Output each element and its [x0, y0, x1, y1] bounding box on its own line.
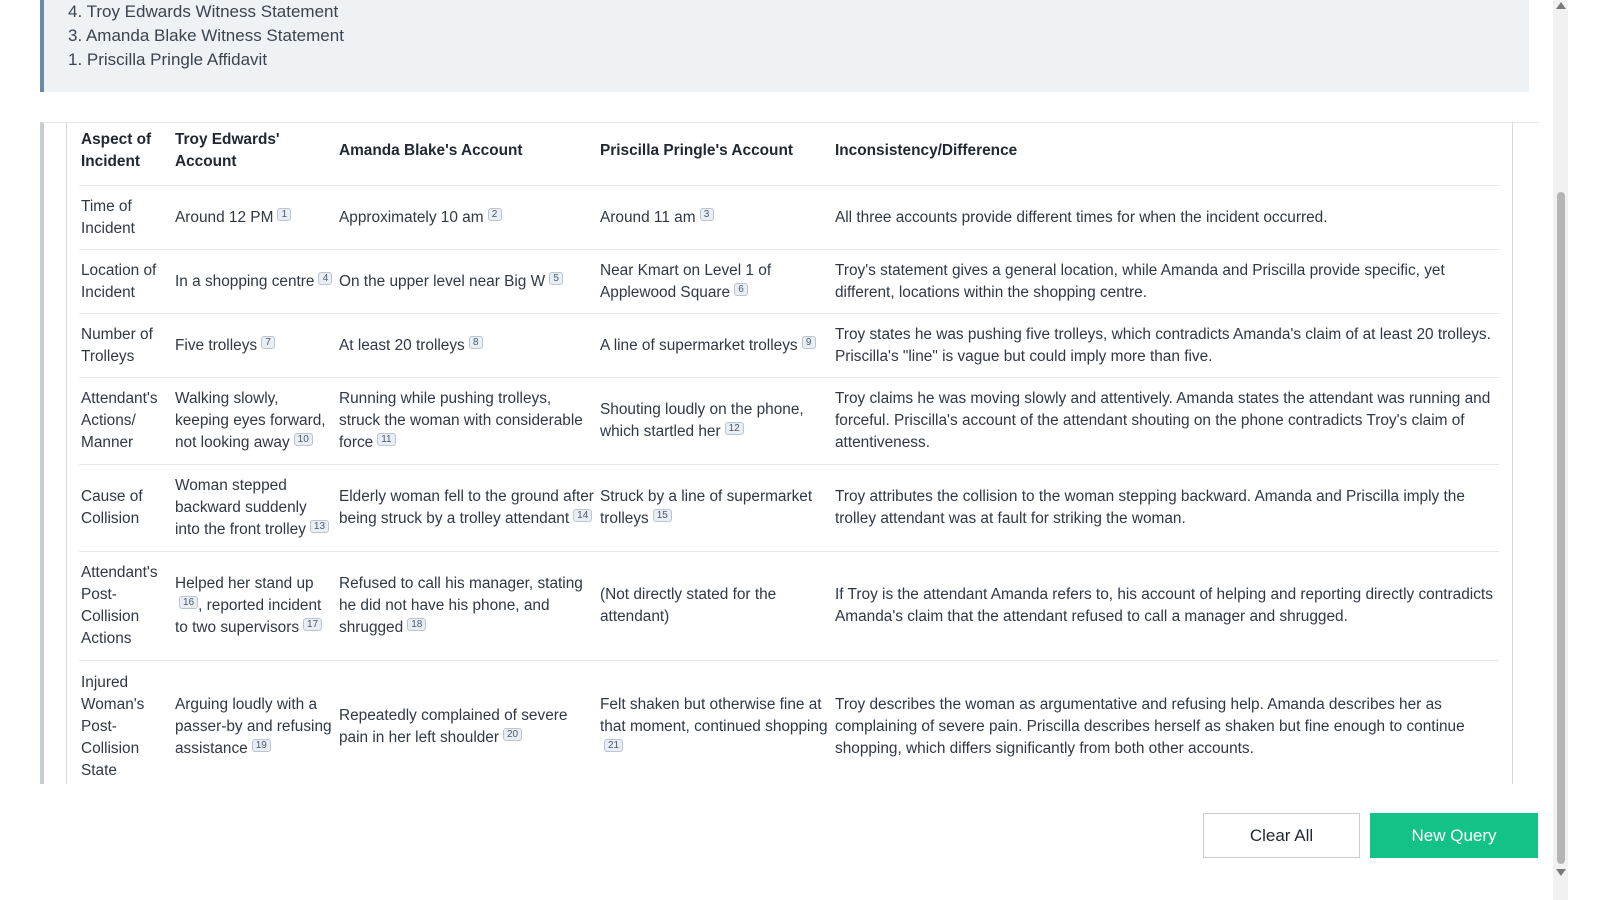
- cell-text: Location of Incident: [81, 261, 157, 301]
- aspect-cell: [79, 186, 173, 250]
- amanda-account-cell: [337, 661, 598, 785]
- cell-text: Five trolleys: [175, 336, 258, 354]
- cell-text: Attendant's Actions/ Manner: [81, 390, 158, 451]
- table-row: [79, 552, 1499, 661]
- priscilla-account-cell: [598, 250, 833, 314]
- table-row: [79, 186, 1499, 250]
- cell-text: Approximately 10 am: [339, 208, 484, 226]
- table-header-row: [79, 123, 1499, 186]
- table-row: [79, 314, 1499, 378]
- cell-text: Troy states he was pushing five trolleys, which contradicts Amanda's claim of at least 20 trolleys. Priscilla's "line" is vague but could imply more than five.: [835, 325, 1491, 365]
- cell-text: Around 12 PM: [175, 208, 274, 226]
- citation-badge[interactable]: 14: [573, 509, 592, 522]
- scrollbar-thumb[interactable]: [1557, 192, 1565, 864]
- cell-text: All three accounts provide different times for when the incident occurred.: [835, 208, 1328, 226]
- priscilla-account-cell: [598, 661, 833, 785]
- cell-text: Elderly woman fell to the ground after being struck by a trolley attendant: [339, 488, 594, 527]
- cell-text: Refused to call his manager, stating he did not have his phone, and shrugged: [339, 575, 583, 636]
- troy-account-cell: [173, 250, 337, 314]
- table-row: [79, 250, 1499, 314]
- troy-account-cell: [173, 378, 337, 465]
- aspect-cell: [79, 314, 173, 378]
- cell-text: On the upper level near Big W: [339, 272, 546, 290]
- citation-badge[interactable]: 7: [261, 336, 275, 349]
- amanda-account-cell: [337, 552, 598, 661]
- clear-all-button[interactable]: Clear All: [1203, 813, 1360, 858]
- column-header-aspect: Aspect of Incident: [79, 123, 173, 186]
- citation-badge[interactable]: 21: [604, 739, 623, 752]
- citation-badge[interactable]: 10: [294, 433, 313, 446]
- aspect-cell: [79, 552, 173, 661]
- difference-cell: [833, 465, 1499, 552]
- troy-account-cell: [173, 465, 337, 552]
- citation-badge[interactable]: 5: [549, 272, 563, 285]
- citation-badge[interactable]: 16: [179, 596, 198, 609]
- cell-text: A line of supermarket trolleys: [600, 336, 798, 354]
- priscilla-account-cell: [598, 186, 833, 250]
- new-query-button[interactable]: New Query: [1370, 813, 1538, 858]
- difference-cell: [833, 661, 1499, 785]
- cell-text: Injured Woman's Post-Collision State: [81, 673, 145, 779]
- table-body: [79, 186, 1499, 785]
- priscilla-account-cell: [598, 378, 833, 465]
- cell-text: In a shopping centre: [175, 272, 315, 290]
- cell-text: Attendant's Post-Collision Actions: [81, 564, 158, 647]
- citation-badge[interactable]: 6: [734, 283, 748, 296]
- cell-text: Shouting loudly on the phone, which startled her: [600, 401, 804, 440]
- cell-text: Woman stepped backward suddenly into the front trolley: [175, 477, 307, 538]
- cell-text: Cause of Collision: [81, 488, 143, 527]
- cell-text: (Not directly stated for the attendant): [600, 586, 777, 625]
- cell-text: Felt shaken but otherwise fine at that moment, continued shopping: [600, 695, 828, 735]
- documents-list: [68, 0, 344, 72]
- cell-text: Troy attributes the collision to the woman stepping backward. Amanda and Priscilla imply the trolley attendant was at fault for striking the woman.: [835, 488, 1465, 527]
- citation-badge[interactable]: 13: [310, 520, 329, 533]
- troy-account-cell: [173, 661, 337, 785]
- priscilla-account-cell: [598, 465, 833, 552]
- amanda-account-cell: [337, 314, 598, 378]
- cell-text: Near Kmart on Level 1 of Applewood Square: [600, 261, 772, 301]
- column-header-priscilla: Priscilla Pringle's Account: [598, 123, 833, 186]
- aspect-cell: [79, 465, 173, 552]
- document-item[interactable]: 3. Amanda Blake Witness Statement: [68, 26, 344, 45]
- cell-text: Troy's statement gives a general location, while Amanda and Priscilla provide specific, yet different, locations within the shopping centre.: [835, 261, 1445, 301]
- document-item[interactable]: 4. Troy Edwards Witness Statement: [68, 2, 339, 21]
- amanda-account-cell: [337, 465, 598, 552]
- document-item[interactable]: 1. Priscilla Pringle Affidavit: [68, 50, 268, 69]
- cell-text: Time of Incident: [81, 197, 135, 237]
- results-container: [40, 122, 1539, 784]
- cell-text: Number of Trolleys: [81, 325, 153, 365]
- cell-text: At least 20 trolleys: [339, 336, 465, 354]
- table-card: [66, 123, 1513, 784]
- citation-badge[interactable]: 12: [725, 422, 744, 435]
- troy-account-cell: [173, 314, 337, 378]
- column-header-amanda: Amanda Blake's Account: [337, 123, 598, 186]
- citation-badge[interactable]: 15: [653, 509, 672, 522]
- cell-text: Repeatedly complained of severe pain in her left shoulder: [339, 706, 568, 746]
- column-header-troy: Troy Edwards' Account: [173, 123, 337, 186]
- cell-text: Troy describes the woman as argumentative and refusing help. Amanda describes her as complaining of severe pain. Priscilla describes herself as shaken but fine enough to continue shopping, which differs significantly from both other accounts.: [835, 695, 1465, 757]
- scroll-up-arrow-icon[interactable]: [1556, 2, 1566, 9]
- table-row: [79, 465, 1499, 552]
- priscilla-account-cell: [598, 314, 833, 378]
- troy-account-cell: [173, 186, 337, 250]
- table-row: [79, 378, 1499, 465]
- aspect-cell: [79, 378, 173, 465]
- difference-cell: [833, 250, 1499, 314]
- column-header-difference: Inconsistency/Difference: [833, 123, 1499, 186]
- difference-cell: [833, 378, 1499, 465]
- cell-text: , reported incident to two supervisors: [175, 597, 322, 636]
- citation-badge[interactable]: 8: [469, 336, 483, 349]
- comparison-table: [79, 123, 1499, 784]
- citation-badge[interactable]: 18: [407, 618, 426, 631]
- cell-text: Running while pushing trolleys, struck the woman with considerable force: [339, 390, 583, 451]
- citation-badge[interactable]: 19: [252, 739, 271, 752]
- vertical-scrollbar[interactable]: [1553, 0, 1568, 900]
- citation-badge[interactable]: 9: [802, 336, 816, 349]
- documents-panel: [40, 0, 1529, 92]
- cell-text: Troy claims he was moving slowly and attentively. Amanda states the attendant was running and forceful. Priscilla's account of the attendant shouting on the phone contradicts Troy's claim of attentiveness.: [835, 390, 1491, 451]
- table-row: [79, 661, 1499, 785]
- aspect-cell: [79, 250, 173, 314]
- amanda-account-cell: [337, 378, 598, 465]
- cell-text: Around 11 am: [600, 208, 696, 226]
- difference-cell: [833, 314, 1499, 378]
- citation-badge[interactable]: 4: [318, 272, 332, 285]
- citation-badge[interactable]: 11: [377, 433, 395, 446]
- troy-account-cell: [173, 552, 337, 661]
- citation-badge[interactable]: 3: [700, 208, 714, 221]
- citation-badge[interactable]: 20: [503, 728, 522, 741]
- difference-cell: [833, 552, 1499, 661]
- cell-text: If Troy is the attendant Amanda refers to, his account of helping and reporting directly contradicts Amanda's claim that the attendant refused to call a manager and shrugged.: [835, 586, 1493, 625]
- citation-badge[interactable]: 2: [488, 208, 502, 221]
- scroll-down-arrow-icon[interactable]: [1556, 869, 1566, 876]
- amanda-account-cell: [337, 186, 598, 250]
- citation-badge[interactable]: 1: [277, 208, 291, 221]
- cell-text: Struck by a line of supermarket trolleys: [600, 488, 813, 527]
- difference-cell: [833, 186, 1499, 250]
- priscilla-account-cell: [598, 552, 833, 661]
- citation-badge[interactable]: 17: [303, 618, 322, 631]
- cell-text: Walking slowly, keeping eyes forward, not looking away: [175, 390, 326, 451]
- aspect-cell: [79, 661, 173, 785]
- cell-text: Helped her stand up: [175, 575, 314, 592]
- amanda-account-cell: [337, 250, 598, 314]
- cell-text: Arguing loudly with a passer-by and refusing assistance: [175, 695, 332, 757]
